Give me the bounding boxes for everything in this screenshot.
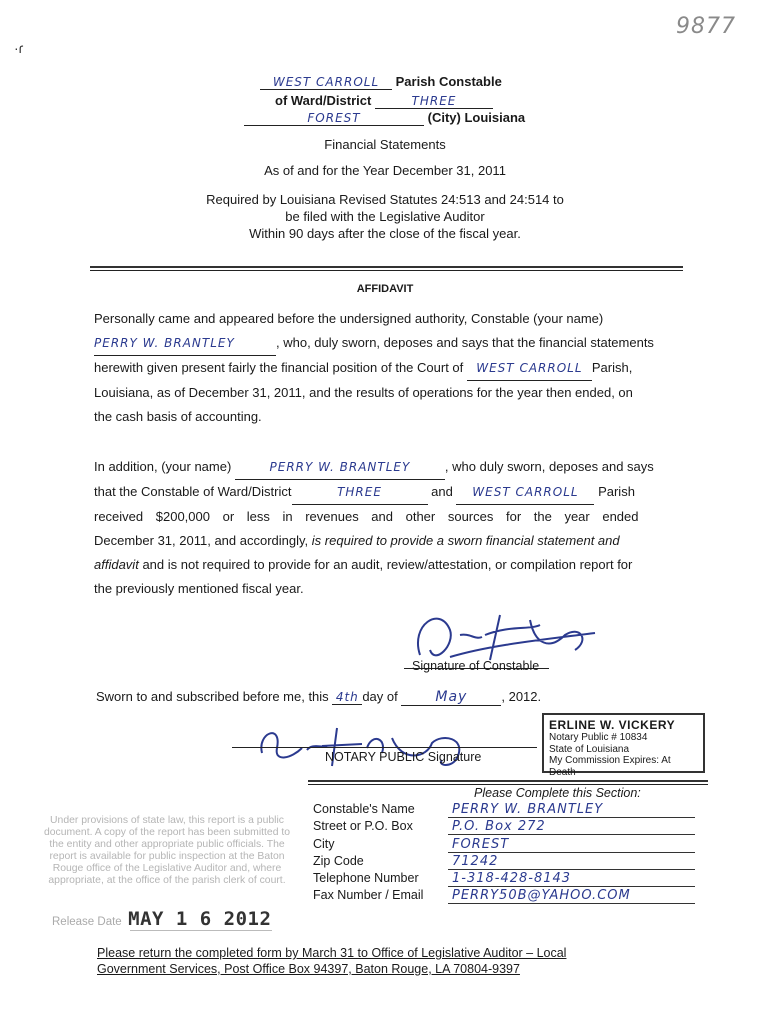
return-instructions-line-1: Please return the completed form by March 31 to Office of Legislative Auditor – Local — [97, 946, 567, 960]
p2-line-3: received $200,000 or less in revenues and other sources for the year ended — [94, 509, 639, 524]
p2-line-5 — [94, 553, 684, 577]
p2-line-2 — [94, 480, 684, 505]
court-parish-handwritten: WEST CARROLL — [476, 361, 583, 375]
parish-handwritten-2: WEST CARROLL — [472, 485, 579, 499]
release-date-label: Release Date — [52, 916, 122, 928]
constable-name-handwritten-2: PERRY W. BRANTLEY — [269, 460, 411, 474]
affidavit-paragraph-1 — [94, 307, 684, 429]
affidavit-paragraph-2 — [94, 455, 684, 601]
constable-name-handwritten: PERRY W. BRANTLEY — [94, 336, 235, 350]
telephone-label: Telephone Number — [313, 871, 419, 885]
stamp-name: ERLINE W. VICKERY — [549, 718, 676, 732]
page-number-handwritten: 9877 — [676, 14, 736, 39]
p1-line-3-text: herewith given present fairly the financial position of the Court of — [94, 360, 464, 375]
p1-line-3 — [94, 356, 684, 381]
stamp-notary-number: Notary Public # 10834 — [549, 732, 648, 743]
constable-name-label: Constable's Name — [313, 802, 415, 816]
fax-email-label: Fax Number / Email — [313, 888, 424, 902]
header-ward-line — [275, 93, 493, 109]
p2-line-4 — [94, 529, 684, 553]
ward-handwritten-2: THREE — [337, 485, 382, 499]
ward-handwritten: THREE — [411, 94, 457, 108]
constable-name-value-field — [448, 801, 695, 818]
p1-parish-label: Parish, — [591, 360, 633, 375]
city-value-field — [448, 836, 695, 853]
p2-line-4-text: December 31, 2011, and accordingly, — [94, 533, 309, 548]
signature-of-constable-label: Signature of Constable — [412, 659, 540, 673]
notary-signature-label: NOTARY PUBLIC Signature — [325, 750, 482, 764]
p2-line-6: the previously mentioned fiscal year. — [94, 581, 304, 596]
p1-line-2-text: , who, duly sworn, deposes and says that the financial statements — [276, 335, 654, 350]
return-instructions-line-2: Government Services, Post Office Box 94397, Baton Rouge, LA 70804-9397 — [97, 962, 520, 976]
notary-signature-line — [232, 747, 537, 748]
day-of-text: day of — [362, 689, 398, 704]
city-label: City — [313, 837, 335, 851]
sworn-text: Sworn to and subscribed before me, this — [96, 689, 329, 704]
constable-name-value: PERRY W. BRANTLEY — [452, 802, 604, 817]
complete-section-title: Please Complete this Section: — [474, 786, 641, 800]
statute-line-3: Within 90 days after the close of the fiscal year. — [249, 226, 521, 241]
divider-top — [90, 266, 683, 268]
financial-statements-title: Financial Statements — [324, 137, 446, 152]
ward-label: of Ward/District — [275, 93, 372, 108]
release-date-row — [52, 908, 271, 930]
divider-bottom — [308, 780, 708, 782]
p1-line-5: the cash basis of accounting. — [94, 409, 262, 424]
city-handwritten: FOREST — [307, 111, 361, 125]
parish-handwritten: WEST CARROLL — [272, 75, 380, 89]
fax-email-value: PERRY50B@YAHOO.COM — [452, 888, 631, 903]
affidavit-title: AFFIDAVIT — [356, 283, 414, 295]
city-louisiana-label: (City) Louisiana — [427, 110, 526, 125]
public-document-notice: Under provisions of state law, this report is a public document. A copy of the report has been submitted to the entity and other appropriate public officials. The report is available for public inspection at the Baton Rouge office of the Legislative Auditor and, where appropriate, at the office of the parish clerk of court. — [43, 815, 291, 886]
statute-line-1: Required by Louisiana Revised Statutes 24:513 and 24:514 to — [206, 192, 564, 207]
header-city-line — [244, 110, 525, 126]
zip-code-value: 71242 — [452, 854, 499, 869]
city-value: FOREST — [452, 837, 510, 852]
release-date-line — [130, 930, 272, 931]
p1-line-4: Louisiana, as of December 31, 2011, and the results of operations for the year then ended, on — [94, 385, 633, 400]
divider-top-thin — [90, 270, 683, 271]
street-value-field — [448, 818, 695, 835]
sworn-line — [96, 689, 541, 706]
year-text: , 2012. — [501, 689, 542, 704]
p2-line-1-rest: , who duly sworn, deposes and says — [444, 459, 654, 474]
parish-constable-label: Parish Constable — [395, 74, 502, 89]
divider-bottom-thin — [308, 784, 708, 785]
telephone-value: 1-318-428-8143 — [452, 871, 572, 886]
notary-signature-scrawl — [252, 718, 492, 773]
stamp-state: State of Louisiana — [549, 743, 630, 755]
statute-line-2: be filed with the Legislative Auditor — [285, 209, 485, 224]
p2-line-2-text: that the Constable of Ward/District — [94, 484, 292, 499]
p2-line-5-italic: affidavit — [94, 557, 139, 572]
p2-line-4-italic: is required to provide a sworn financial statement and — [311, 533, 620, 548]
notary-stamp — [542, 713, 705, 778]
zip-code-value-field — [448, 853, 695, 870]
p1-line-1: Personally came and appeared before the undersigned authority, Constable (your name) — [94, 311, 604, 326]
stamp-commission: My Commission Expires: At Death — [549, 755, 671, 778]
release-date-stamp: MAY 1 6 2012 — [128, 908, 272, 930]
p2-line-1 — [94, 455, 684, 480]
telephone-value-field — [448, 870, 695, 887]
street-label: Street or P.O. Box — [313, 819, 413, 833]
as-of-line: As of and for the Year December 31, 2011 — [264, 163, 506, 178]
zip-code-label: Zip Code — [313, 854, 364, 868]
p2-line-5-text: and is not required to provide for an audit, review/attestation, or compilation report for — [142, 557, 633, 572]
fax-email-value-field — [448, 887, 695, 904]
p2-and: and — [431, 484, 453, 499]
p2-line-1-text: In addition, (your name) — [94, 459, 232, 474]
month-handwritten: May — [435, 689, 468, 705]
day-handwritten: 4th — [335, 690, 359, 704]
p1-line-2 — [94, 331, 684, 356]
margin-mark: ·ɾ — [14, 40, 24, 56]
p2-parish-label: Parish — [598, 484, 635, 499]
header-parish-line — [260, 74, 502, 90]
street-value: P.O. Box 272 — [452, 819, 546, 834]
